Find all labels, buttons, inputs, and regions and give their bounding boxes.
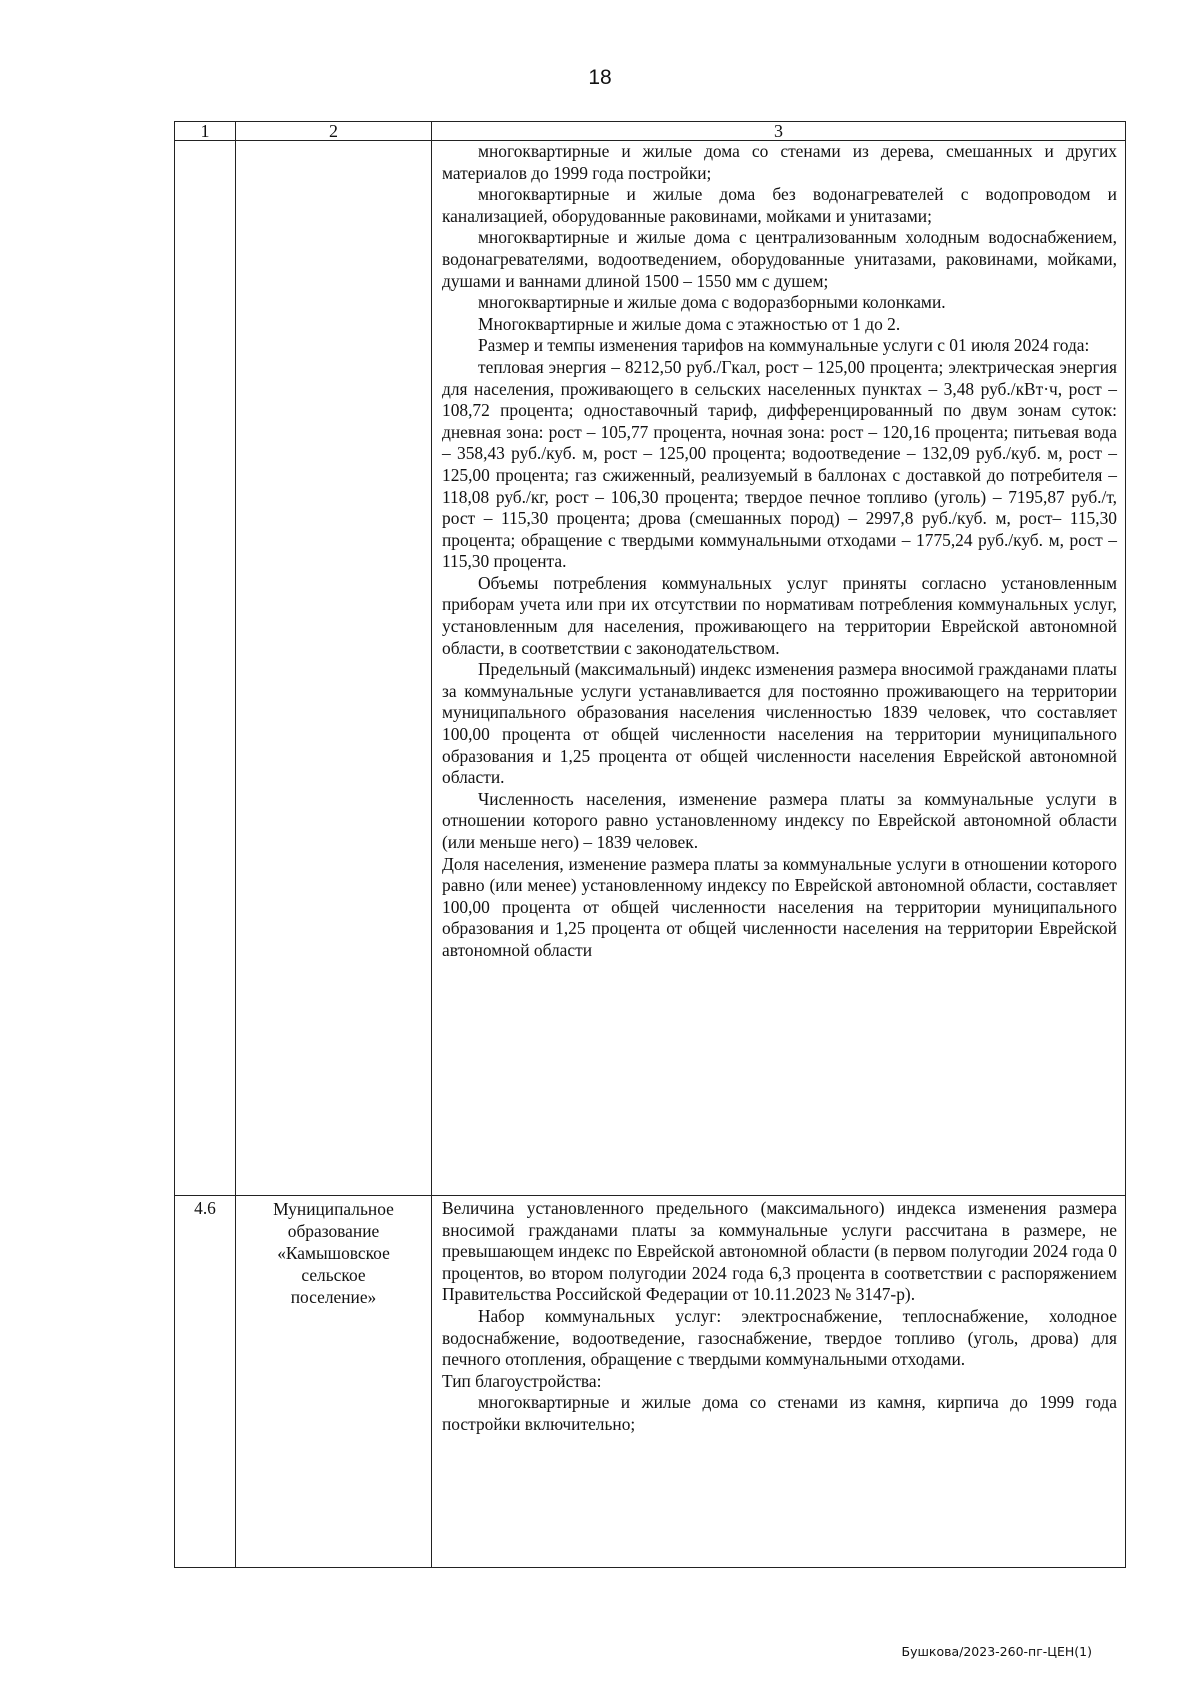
row-a-municipality: [236, 141, 431, 143]
paragraph: многоквартирные и жилые дома с централизованным холодным водоснабжением, водонагревателями, водоотведением, оборудованные унитазами, раковинами, мойками, душами и ваннами длиной 1500 – 1550 мм с душем;: [442, 227, 1117, 291]
municipality-line: Муниципальное: [273, 1199, 394, 1219]
paragraph: Доля населения, изменение размера платы за коммунальные услуги в отношении которого равно (или менее) установленному индексу по Еврейской автономной области, составляет 100,00 процента от общей численности населения на территории муниципального образования и 1,25 процента от общей численности населения на территории Еврейской автономной области: [442, 853, 1117, 960]
paragraph: многоквартирные и жилые дома без водонагревателей с водопроводом и канализацией, оборудованные раковинами, мойками и унитазами;: [442, 184, 1117, 226]
row-b-number-cell: [175, 1196, 236, 1568]
paragraph: Объемы потребления коммунальных услуг приняты согласно установленным приборам учета или при их отсутствии по нормативам потребления коммунальных услуг, установленным для населения, проживающего на территории Еврейской автономной области, в соответствии с законодательством.: [442, 572, 1117, 658]
tariff-table: [174, 121, 1126, 1568]
municipality-line: «Камышовское: [277, 1243, 390, 1263]
paragraph: Величина установленного предельного (максимального) индекса изменения размера вносимой гражданами платы за коммунальные услуги рассчитана в размере, не превышающем индекс по Еврейской автономной области (в первом полугодии 2024 года 0 процентов, во втором полугодии 2024 года 6,3 процента в соответствии с распоряжением Правительства Российской Федерации от 10.11.2023 № 3147-р).: [442, 1198, 1117, 1305]
paragraph: Численность населения, изменение размера платы за коммунальные услуги в отношении которого равно установленному индексу по Еврейской автономной области (или меньше него) – 1839 человек.: [442, 788, 1117, 852]
row-b-description: [432, 1196, 1125, 1567]
header-col-1: 1: [175, 122, 236, 141]
paragraph: Предельный (максимальный) индекс изменения размера вносимой гражданами платы за коммунальные услуги устанавливается для постоянно проживающего на территории муниципального образования населения численностью 1839 человек, что составляет 100,00 процента от общей численности населения на территории муниципального образования и 1,25 процента от общей численности населения Еврейской автономной области.: [442, 659, 1117, 788]
paragraph: тепловая энергия – 8212,50 руб./Гкал, рост – 125,00 процента; электрическая энергия для населения, проживающего в сельских населенных пунктах – 3,48 руб./кВт·ч, рост – 108,72 процента; одноставочный тариф, дифференцированный по двум зонам суток: дневная зона: рост – 105,77 процента, ночная зона: рост – 120,16 процента; питьевая вода – 358,43 руб./куб. м, рост – 125,00 процента; водоотведение – 132,09 руб./куб. м, рост – 125,00 процента; газ сжиженный, реализуемый в баллонах с доставкой до потребителя – 118,08 руб./кг, рост – 106,30 процента; твердое печное топливо (уголь) – 7195,87 руб./т, рост – 115,30 процента; дрова (смешанных пород) – 2997,8 руб./куб. м, рост– 115,30 процента; обращение с твердыми коммунальными отходами – 1775,24 руб./куб. м, рост – 115,30 процента.: [442, 356, 1117, 572]
paragraph: многоквартирные и жилые дома со стенами из камня, кирпича до 1999 года постройки включительно;: [442, 1392, 1117, 1434]
row-a-number: [175, 141, 235, 143]
paragraph: Набор коммунальных услуг: электроснабжение, теплоснабжение, холодное водоснабжение, водоотведение, газоснабжение, твердое топливо (уголь, дрова) для печного отопления, обращение с твердыми коммунальными отходами.: [442, 1305, 1117, 1370]
row-a-description-cell: [432, 141, 1126, 1196]
table-row: [175, 1196, 1126, 1568]
row-a-description: [432, 141, 1125, 1195]
municipality-line: образование: [287, 1221, 380, 1241]
row-b-municipality-cell: [236, 1196, 432, 1568]
paragraph: многоквартирные и жилые дома со стенами из дерева, смешанных и других материалов до 1999 года постройки;: [442, 141, 1117, 183]
municipality-line: поселение»: [290, 1287, 377, 1307]
paragraph: многоквартирные и жилые дома с водоразборными колонками.: [478, 292, 946, 313]
row-b-number: 4.6: [194, 1198, 216, 1218]
row-b-description-cell: [432, 1196, 1126, 1568]
row-a-municipality-cell: [236, 141, 432, 1196]
row-a-number-cell: [175, 141, 236, 1196]
row-b-municipality: [236, 1196, 431, 1308]
page-number: 18: [588, 66, 612, 89]
paragraph: Размер и темпы изменения тарифов на коммунальные услуги с 01 июля 2024 года:: [478, 335, 1090, 356]
header-col-3: 3: [432, 122, 1126, 141]
document-code: Бушкова/2023-260-пг-ЦЕН(1): [901, 1644, 1092, 1659]
header-col-2: 2: [236, 122, 432, 141]
table-header-row: [175, 122, 1126, 141]
table-row: [175, 141, 1126, 1196]
paragraph: Многоквартирные и жилые дома с этажностью от 1 до 2.: [478, 313, 901, 334]
paragraph: Тип благоустройства:: [442, 1370, 602, 1391]
municipality-line: сельское: [301, 1265, 366, 1285]
